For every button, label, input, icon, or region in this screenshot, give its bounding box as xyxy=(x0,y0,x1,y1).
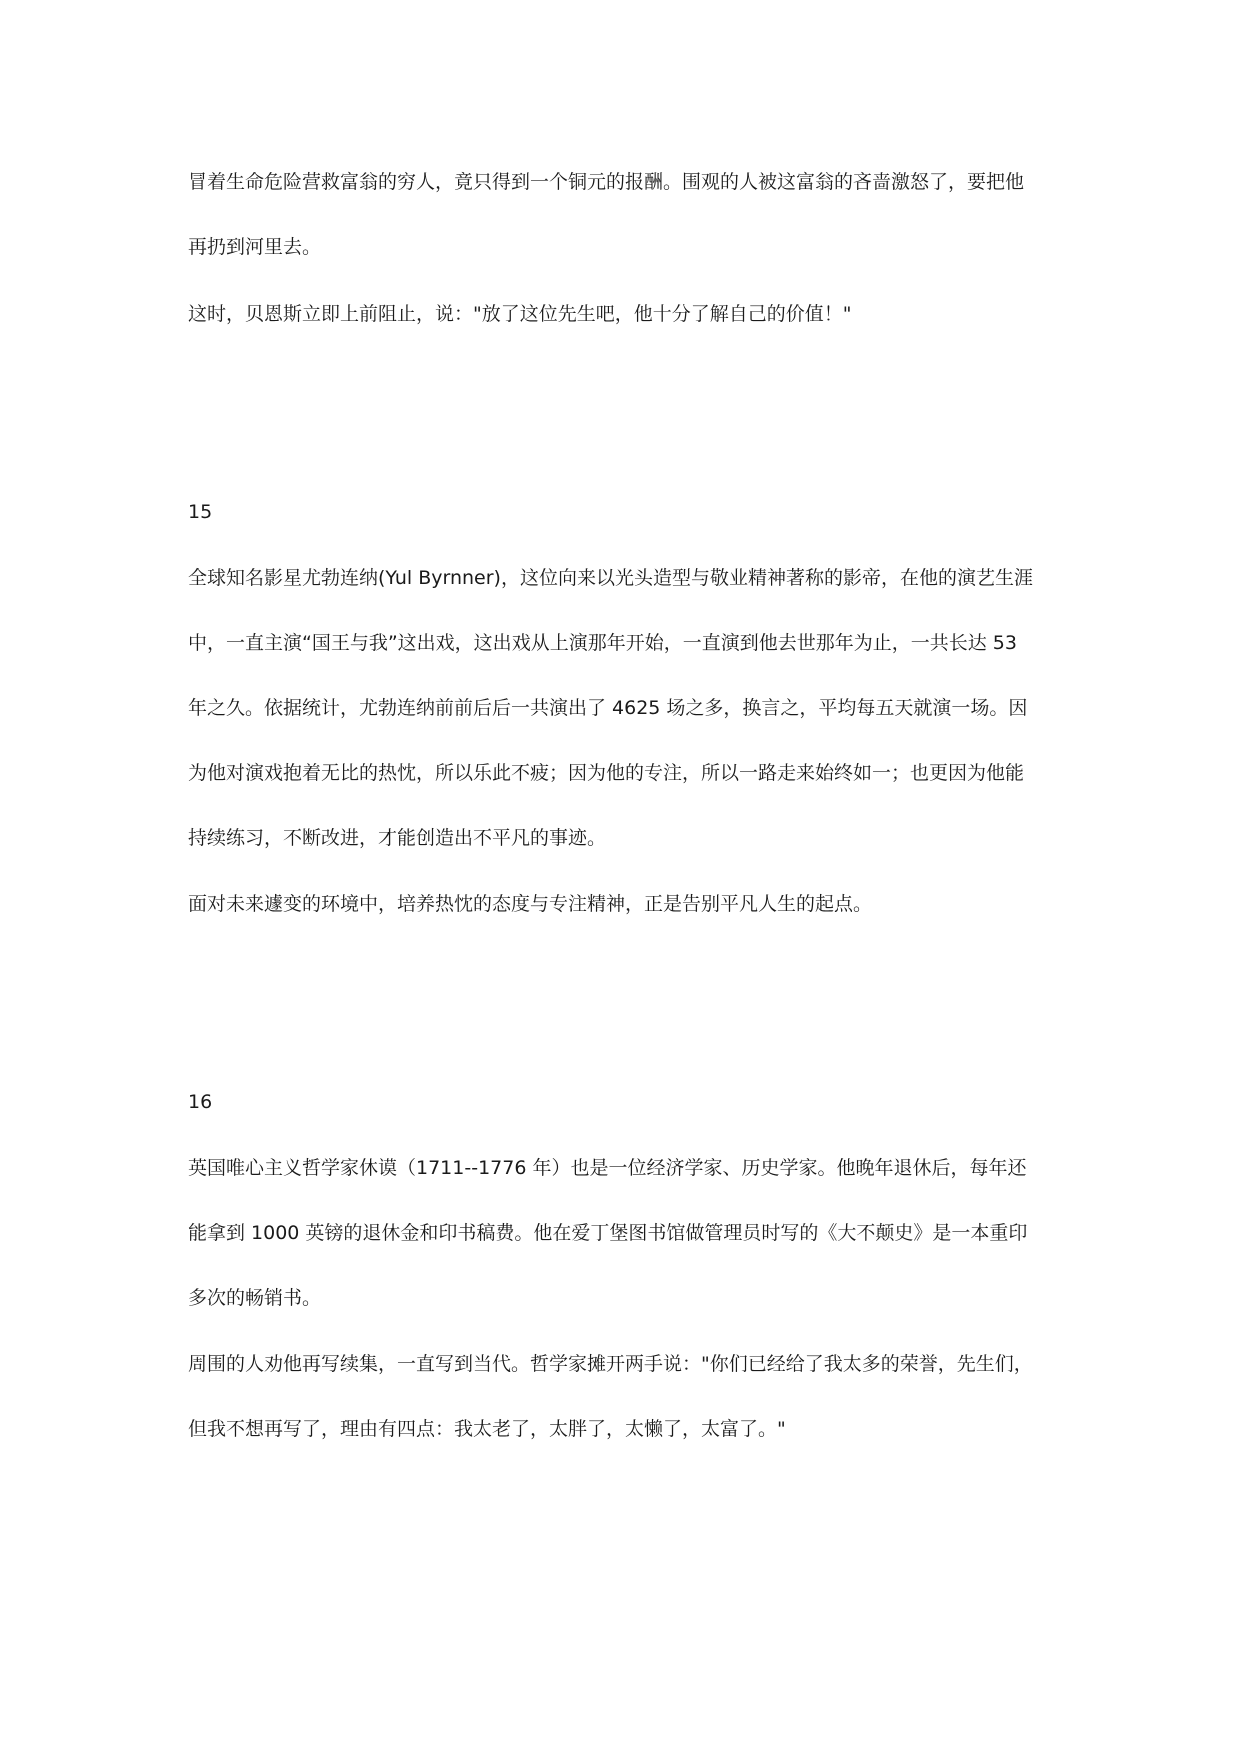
paragraph-line: 中，一直主演“国王与我”这出戏，这出戏从上演那年开始，一直演到他去世那年为止，一共长达 53 xyxy=(188,632,1017,654)
paragraph-line: 持续练习，不断改进，才能创造出不平凡的事迹。 xyxy=(188,827,607,849)
paragraph-line: 但我不想再写了，理由有四点：我太老了，太胖了，太懒了，太富了。" xyxy=(188,1418,786,1440)
paragraph-line: 再扔到河里去。 xyxy=(188,236,322,258)
paragraph-line: 能拿到 1000 英镑的退休金和印书稿费。他在爱丁堡图书馆做管理员时写的《大不颠史》是一本重印 xyxy=(188,1222,1028,1244)
section-number: 15 xyxy=(188,501,213,523)
section-number: 16 xyxy=(188,1091,213,1113)
paragraph-line: 为他对演戏抱着无比的热忱，所以乐此不疲；因为他的专注，所以一路走来始终如一；也更因为他能 xyxy=(188,762,1025,784)
paragraph-line: 全球知名影星尤勃连纳(Yul Byrnner)，这位向来以光头造型与敬业精神著称的影帝，在他的演艺生涯 xyxy=(188,567,1033,589)
paragraph-line: 这时，贝恩斯立即上前阻止，说："放了这位先生吧，他十分了解自己的价值！" xyxy=(188,303,852,325)
paragraph-line: 英国唯心主义哲学家休谟（1711--1776 年）也是一位经济学家、历史学家。他晚年退休后，每年还 xyxy=(188,1157,1027,1179)
paragraph-line: 冒着生命危险营救富翁的穷人，竟只得到一个铜元的报酬。围观的人被这富翁的吝啬激怒了，要把他 xyxy=(188,171,1025,193)
paragraph-line: 多次的畅销书。 xyxy=(188,1287,322,1309)
paragraph-line: 年之久。依据统计，尤勃连纳前前后后一共演出了 4625 场之多，换言之，平均每五天就演一场。因 xyxy=(188,697,1028,719)
paragraph-line: 周围的人劝他再写续集，一直写到当代。哲学家摊开两手说："你们已经给了我太多的荣誉，先生们， xyxy=(188,1353,1033,1375)
paragraph-line: 面对未来遽变的环境中，培养热忱的态度与专注精神，正是告别平凡人生的起点。 xyxy=(188,893,873,915)
